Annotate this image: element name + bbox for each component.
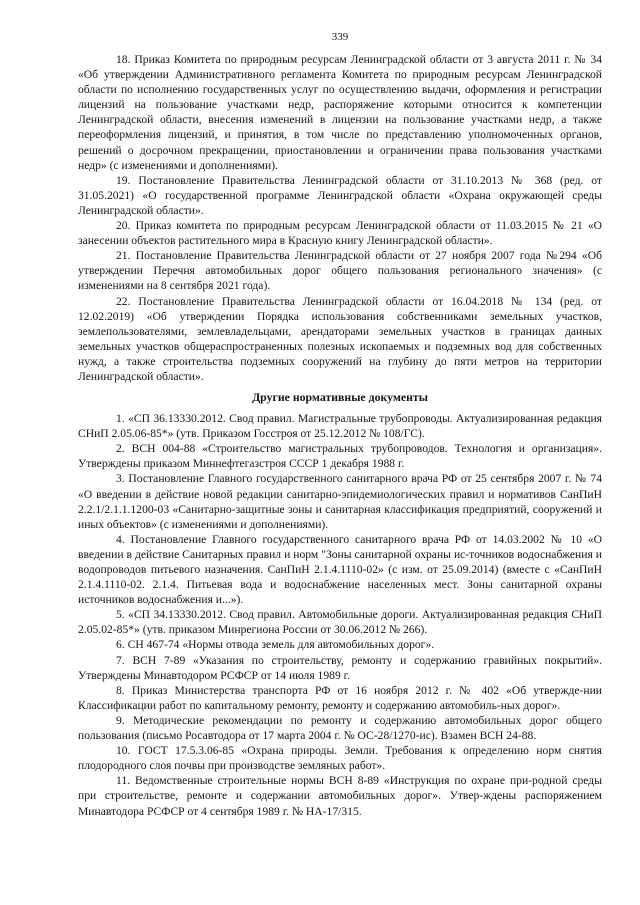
item-number: 8. bbox=[116, 683, 125, 697]
item-text: Методические рекомендации по ремонту и содержанию автомобильных дорог общего пользования (письмо Росавтодора от 17 марта 2004 г. № ОС-28/1270-ис). Взамен ВСН 24-88. bbox=[78, 713, 602, 743]
list-item bbox=[78, 653, 602, 683]
item-number: 1. bbox=[116, 412, 125, 426]
item-text: Постановление Главного государственного санитарного врача РФ от 25 сентября 2007 г. № 74 «О введении в действие новой редакции санитарно-эпидемиологических правил и нормативов СанПиН 2.2.1/2.1.1.1200-03 «Санитарно-защитные зоны и санитарная классификация предприятий, сооружений и иных объектов» (с изменениями и дополнениями). bbox=[78, 472, 602, 531]
item-text: Постановление Главного государственного санитарного врача РФ от 14.03.2002 № 10 «О введении в действие Санитарных правил и норм "Зоны санитарной охраны ис-точников водоснабжения и водопроводов питьевого назначения. СанПиН 2.1.4.1110-02» (с изм. от 25.09.2014) (вместе с «СанПиН 2.1.4.1110-02. 2.1.4. Питьевая вода и водоснабжение населенных мест. Зоны санитарной охраны источников водоснабжения и...»). bbox=[78, 532, 602, 607]
item-number: 10. bbox=[116, 744, 131, 758]
item-number: 4. bbox=[116, 532, 125, 546]
item-text: Приказ Комитета по природным ресурсам Ленинградской области от 3 августа 2011 г. № 34 «Об утверждении Административного регламента Комитета по природным ресурсам Ленинградской области по исполнению государственных услуг по осуществлению выдачи, оформления и регистрации лицензий на пользование участками недр, распоряжение которыми относится к компетенции Ленинградской области, внесения изменений в лицензии на пользование участками недр, а также переоформления лицензий, и принятия, в том числе по представлению уполномоченных органов, решений о досрочном прекращении, приостановлении и ограничении права пользования участками недр» (с изменениями и дополнениями). bbox=[78, 53, 602, 172]
item-text: «СП 36.13330.2012. Свод правил. Магистральные трубопроводы. Актуализированная редакция СНиП 2.05.06-85*» (утв. Приказом Госстроя от 25.12.2012 № 108/ГС). bbox=[78, 412, 602, 441]
list-item bbox=[78, 743, 602, 773]
list-item bbox=[78, 294, 602, 385]
item-number: 19. bbox=[116, 173, 131, 187]
document-page bbox=[78, 30, 602, 819]
list-item bbox=[78, 52, 602, 173]
page-number: 339 bbox=[331, 31, 349, 43]
list-item bbox=[78, 637, 602, 652]
item-number: 9. bbox=[116, 713, 125, 727]
item-text: «СП 34.13330.2012. Свод правил. Автомобильные дороги. Актуализированная редакция СНиП 2.05.02-85*» (утв. приказом Минрегиона России от 30.06.2012 № 266). bbox=[78, 608, 602, 637]
list-item bbox=[78, 773, 602, 818]
item-number: 6. bbox=[116, 638, 125, 652]
item-number: 22. bbox=[116, 294, 131, 308]
item-number: 21. bbox=[116, 249, 131, 263]
list-item bbox=[78, 713, 602, 743]
normative-documents-list bbox=[78, 411, 602, 819]
item-text: ВСН 004-88 «Строительство магистральных трубопроводов. Технология и организация». Утверждены приказом Миннефтегазстроя СССР 1 декабря 1988 г. bbox=[78, 442, 602, 471]
list-item bbox=[78, 607, 602, 637]
item-number: 3. bbox=[116, 472, 125, 486]
item-text: Ведомственные строительные нормы ВСН 8-89 «Инструкция по охране при-родной среды при строительстве, ремонте и содержании автомобильных дорог». Утвер-ждены распоряжением Минавтодора РСФСР от 4 сентября 1989 г. № НА-17/315. bbox=[78, 774, 602, 818]
item-text: Приказ Министерства транспорта РФ от 16 ноября 2012 г. № 402 «Об утвержде-нии Классификации работ по капитальному ремонту, ремонту и содержанию автомобиль-ных дорог». bbox=[78, 683, 602, 712]
list-item bbox=[78, 411, 602, 441]
section-heading: Другие нормативные документы bbox=[252, 390, 428, 405]
item-number: 20. bbox=[116, 219, 131, 233]
list-item bbox=[78, 532, 602, 607]
list-item bbox=[78, 441, 602, 471]
item-number: 2. bbox=[116, 442, 125, 456]
list-item bbox=[78, 218, 602, 248]
item-text: Постановление Правительства Ленинградской области от 27 ноября 2007 года №294 «Об утверждении Перечня автомобильных дорог общего пользования регионального значения» (с изменениями на 8 сентября 2021 года). bbox=[78, 249, 602, 293]
list-item bbox=[78, 248, 602, 293]
item-text: СН 467-74 «Нормы отвода земель для автомобильных дорог». bbox=[127, 638, 435, 652]
regional-acts-list bbox=[78, 52, 602, 384]
item-text: Приказ комитета по природным ресурсам Ленинградской области от 11.03.2015 № 21 «О занесении объектов растительного мира в Красную книгу Ленинградской области». bbox=[78, 219, 602, 248]
item-text: ВСН 7-89 «Указания по строительству, ремонту и содержанию гравийных покрытий». Утверждены Минавтодором РСФСР от 14 июля 1989 г. bbox=[78, 653, 602, 682]
item-text: ГОСТ 17.5.3.06-85 «Охрана природы. Земли. Требования к определению норм снятия плодородного слоя почвы при производстве земляных работ». bbox=[78, 744, 602, 773]
list-item bbox=[78, 471, 602, 531]
item-text: Постановление Правительства Ленинградской области от 16.04.2018 № 134 (ред. от 12.02.2019) «Об утверждении Порядка использования собственниками земельных участков, землепользователями, землевладельцами, арендаторами земельных участков в границах данных земельных участков общераспространенных полезных ископаемых и подземных вод для собственных нужд, а также строительства подземных сооружений на глубину до пяти метров на территории Ленинградской области». bbox=[78, 294, 602, 383]
item-text: Постановление Правительства Ленинградской области от 31.10.2013 № 368 (ред. от 31.05.2021) «О государственной программе Ленинградской области «Охрана окружающей среды Ленинградской области». bbox=[78, 173, 602, 217]
list-item bbox=[78, 683, 602, 713]
item-number: 7. bbox=[116, 653, 125, 667]
item-number: 5. bbox=[116, 608, 125, 622]
item-number: 18. bbox=[116, 53, 131, 66]
list-item bbox=[78, 173, 602, 218]
item-number: 11. bbox=[116, 774, 131, 788]
